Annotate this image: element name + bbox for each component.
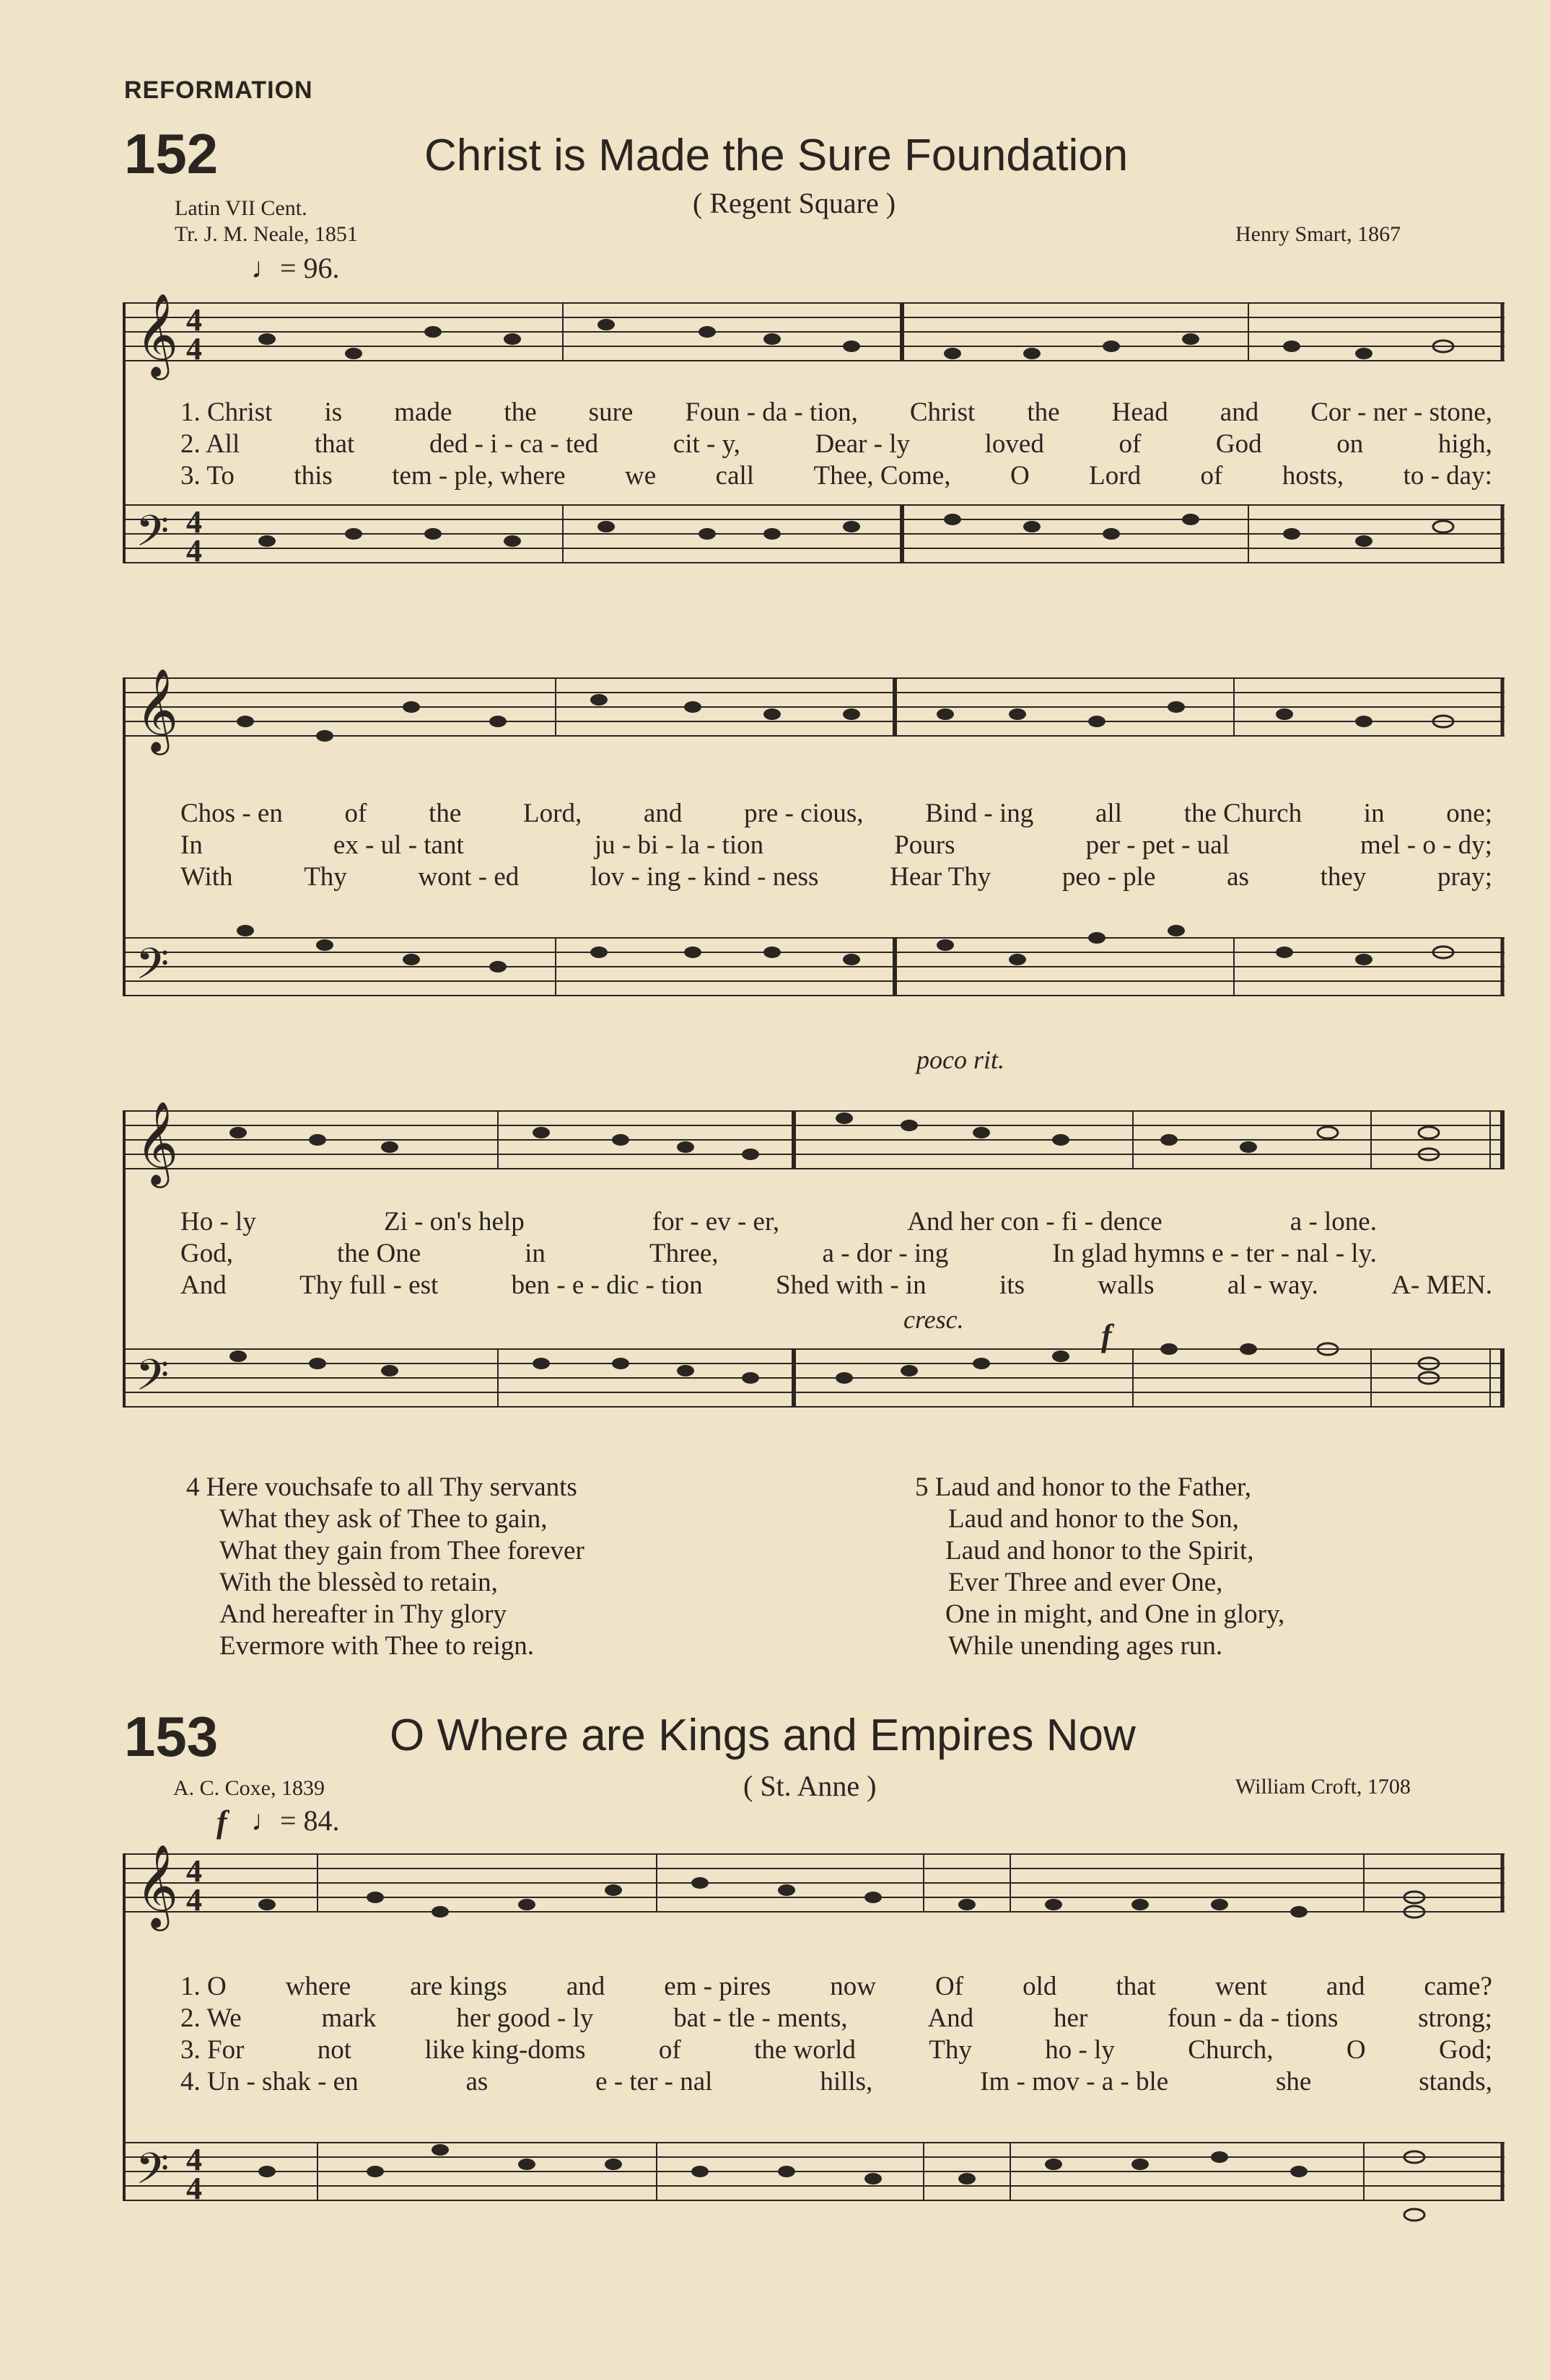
svg-text:4: 4 <box>186 504 202 540</box>
lyric-line-152-s1-v3: 3. To this tem - ple, where we call Thee, Come, O Lord of hosts, to - day: <box>180 461 1492 491</box>
hymn-title-153: O Where are Kings and Empires Now <box>390 1711 1136 1760</box>
lyric-line-152-s1-v2: 2. All that ded - i - ca - ted cit - y, Dear - ly loved of God on high, <box>180 429 1492 459</box>
svg-text:𝄢: 𝄢 <box>136 506 170 566</box>
lyric-line-153-v4: 4. Un - shak - en as e - ter - nal hills, Im - mov - a - ble she stands, <box>180 2067 1492 2096</box>
svg-text:4: 4 <box>186 1853 202 1889</box>
stanza-5: 5 Laud and honor to the Father, Laud and honor to the Son, Laud and honor to the Spirit, Ever Three and ever One, One in might, and One in glory, While unending ages run. <box>915 1472 1285 1661</box>
svg-text:4: 4 <box>186 2142 202 2177</box>
lyric-line-153-v3: 3. For not like king-doms of the world Thy ho - ly Church, O God; <box>180 2035 1492 2065</box>
svg-text:𝄞: 𝄞 <box>136 667 179 752</box>
lyric-line-152-s2-v2: In ex - ul - tant ju - bi - la - tion Pours per - pet - ual mel - o - dy; <box>180 830 1492 860</box>
dynamic-forte-153: f <box>216 1804 227 1840</box>
tune-name-152: ( Regent Square ) <box>693 187 896 219</box>
lyric-line-152-s2-v3: With Thy wont - ed lov - ing - kind - ness Hear Thy peo - ple as they pray; <box>180 862 1492 892</box>
svg-text:4: 4 <box>186 1882 202 1918</box>
lyric-line-152-s2-v1: Chos - en of the Lord, and pre - cious, Bind - ing all the Church in one; <box>180 799 1492 828</box>
svg-text:𝄞: 𝄞 <box>136 1100 179 1185</box>
svg-text:𝄢: 𝄢 <box>136 939 170 999</box>
hymn-title-152: Christ is Made the Sure Foundation <box>424 131 1129 180</box>
lyric-line-152-s1-v1: 1. Christ is made the sure Foun - da - tion, Christ the Head and Cor - ner - stone, <box>180 398 1492 427</box>
stanza-4: 4 Here vouchsafe to all Thy servants What they ask of Thee to gain, What they gain from Thee forever With the blessèd to retain, And hereafter in Thy glory Evermore with Thee to reign. <box>186 1472 584 1661</box>
lyric-line-152-s3-v3: And Thy full - est ben - e - dic - tion Shed with - in its walls al - way. A- MEN. <box>180 1270 1492 1300</box>
dynamic-poco-rit: poco rit. <box>916 1045 1004 1074</box>
tune-name-153: ( St. Anne ) <box>743 1770 877 1802</box>
svg-text:𝄞: 𝄞 <box>136 292 179 377</box>
svg-text:4: 4 <box>186 331 202 366</box>
text-credit-153: A. C. Coxe, 1839 <box>173 1776 325 1800</box>
svg-text:𝄢: 𝄢 <box>136 1350 170 1410</box>
text-credit-152a: Latin VII Cent. <box>175 196 307 220</box>
hymn-number-153: 153 <box>124 1705 219 1768</box>
svg-text:4: 4 <box>186 533 202 568</box>
lyric-line-153-v1: 1. O where are kings and em - pires now Of old that went and came? <box>180 1972 1492 2001</box>
music-credit-152: Henry Smart, 1867 <box>1235 222 1401 246</box>
svg-text:4: 4 <box>186 2171 202 2206</box>
svg-text:𝄞: 𝄞 <box>136 1843 179 1928</box>
music-credit-153: William Croft, 1708 <box>1235 1775 1411 1799</box>
text-credit-152b: Tr. J. M. Neale, 1851 <box>175 222 358 246</box>
lyric-line-152-s3-v2: God, the One in Three, a - dor - ing In glad hymns e - ter - nal - ly. <box>180 1239 1377 1268</box>
tempo-marking-153: ♩= 84. <box>251 1804 340 1837</box>
lyric-line-152-s3-v1: Ho - ly Zi - on's help for - ev - er, And her con - fi - dence a - lone. <box>180 1207 1377 1237</box>
section-label: REFORMATION <box>124 76 313 104</box>
lyric-line-153-v2: 2. We mark her good - ly bat - tle - ments, And her foun - da - tions strong; <box>180 2003 1492 2033</box>
dynamic-forte: f <box>1101 1318 1112 1353</box>
svg-text:4: 4 <box>186 302 202 338</box>
hymn-number-152: 152 <box>124 122 219 185</box>
tempo-marking-152: ♩= 96. <box>251 252 340 284</box>
dynamic-cresc: cresc. <box>903 1305 964 1334</box>
svg-text:𝄢: 𝄢 <box>136 2143 170 2204</box>
